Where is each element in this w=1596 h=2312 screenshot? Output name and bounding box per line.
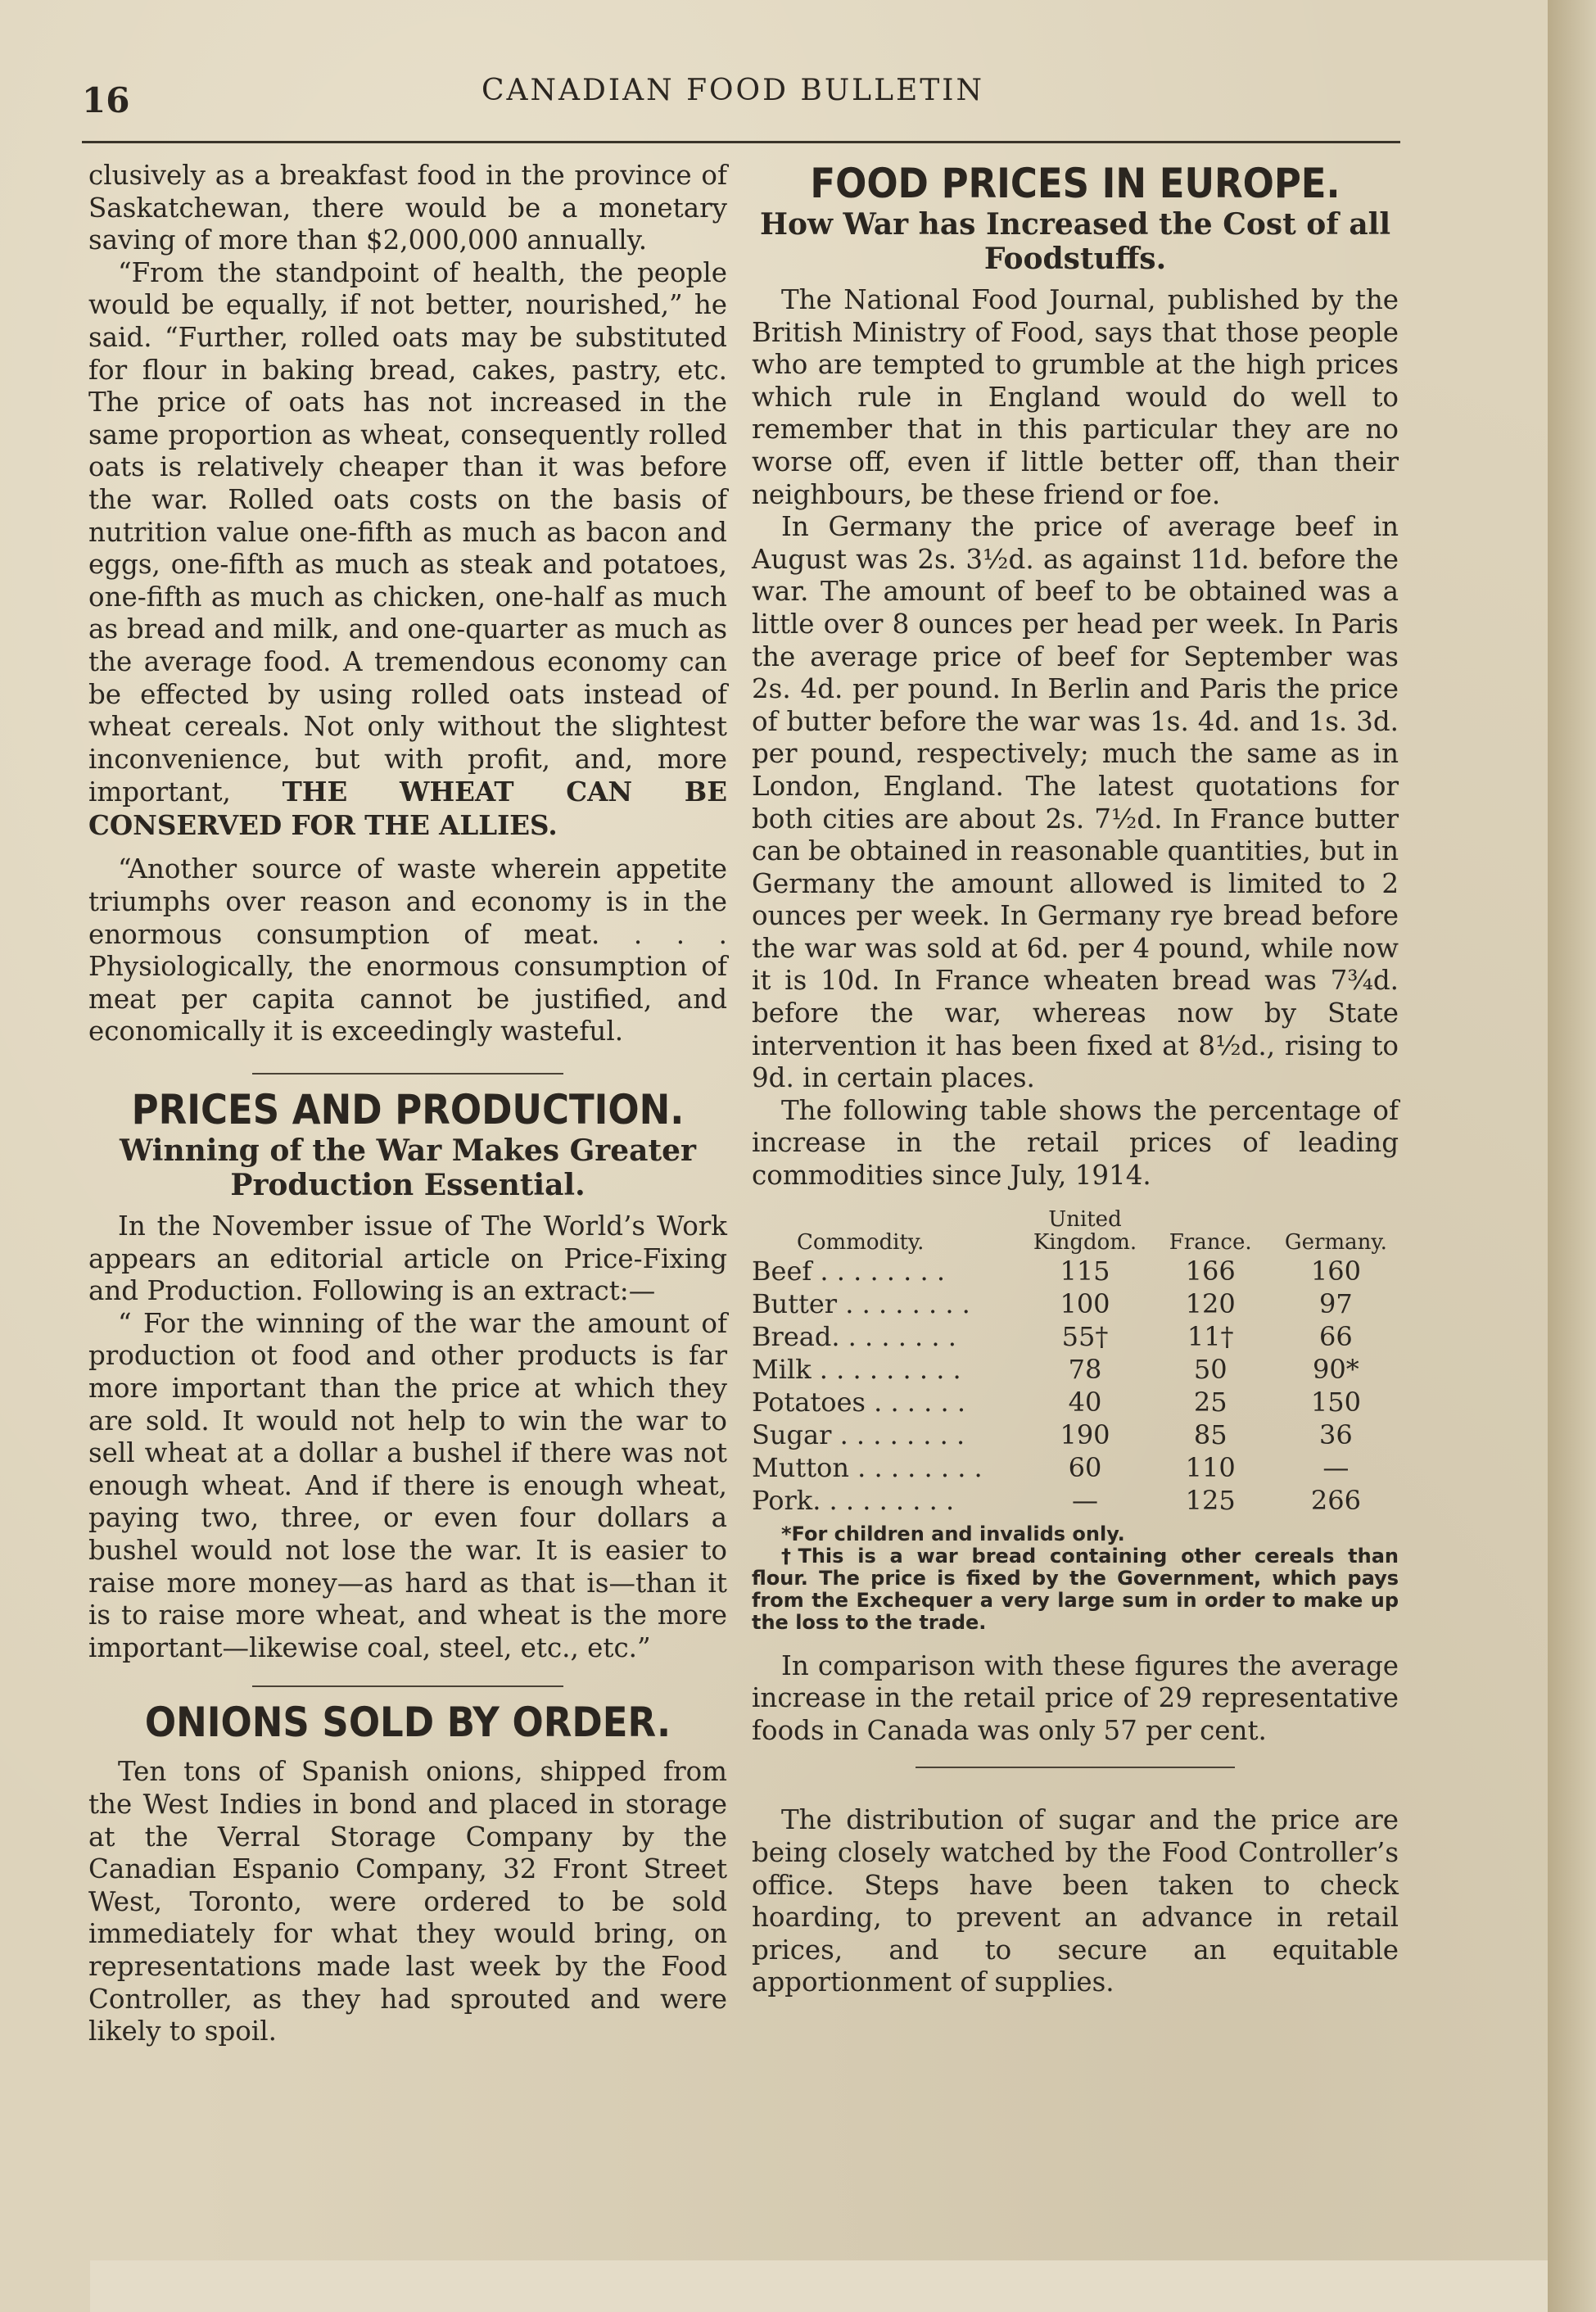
table-cell-germany: — (1322, 1451, 1350, 1483)
table-cell-uk: 55† (1061, 1320, 1109, 1352)
europe-paragraph-3: The following table shows the percentage of increase in the retail prices of leading commodities since July, 1914. (752, 1094, 1399, 1192)
table-cell-uk: 100 (1060, 1287, 1110, 1319)
table-row (752, 1287, 1399, 1320)
table-cell-commodity: Bread. . . . . . . . (752, 1320, 956, 1352)
page-bottom-margin (90, 2260, 1548, 2312)
table-cell-uk: 115 (1060, 1255, 1110, 1287)
prices-production-subhead: Winning of the War Makes Greater Production Essential. (119, 1133, 697, 1203)
europe-paragraph-1: The National Food Journal, published by the British Ministry of Food, says that those people who are tempted to grumble at the high prices which rule in England would do well to remember that in this particular they are no worse off, even if little better off, than their neighbours, be these friend or foe. (752, 284, 1399, 510)
europe-paragraph-2: In Germany the price of average beef in August was 2s. 3½d. as against 11d. before the war. The amount of beef to be obtained was a little over 8 ounces per head per week. In Paris the average price of beef for September was 2s. 4d. per pound. In Berlin and Paris the price of butter before the war was 1s. 4d. and 1s. 3d. per pound, respectively; much the same as in London, England. The latest quotations for both cities are about 2s. 7½d. In France butter can be obtained in reasonable quantities, but in Germany the amount allowed is limited to 2 ounces per week. In Germany rye bread before the war was sold at 6d. per 4 pound, while now it is 10d. In France wheaten bread was 7¾d. before the war, whereas now by State intervention it has been fixed at 8½d., rising to 9d. in certain places. (752, 511, 1399, 1094)
food-prices-subhead: How War has Increased the Cost of all Foodstuffs. (759, 207, 1391, 276)
table-cell-france: 125 (1185, 1484, 1236, 1516)
table-cell-commodity: Milk . . . . . . . . . (752, 1353, 961, 1385)
table-cell-germany: 150 (1310, 1386, 1361, 1418)
right-column (752, 160, 1399, 1999)
table-cell-commodity: Potatoes . . . . . . (752, 1386, 965, 1418)
table-cell-france: 85 (1193, 1418, 1228, 1450)
page-edge (1548, 0, 1596, 2312)
table-cell-commodity: Sugar . . . . . . . . (752, 1418, 965, 1450)
oats-emphasis: THE WHEAT CAN BE CONSERVED FOR THE ALLIES. (88, 776, 727, 841)
food-prices-headline: FOOD PRICES IN EUROPE. (810, 160, 1341, 207)
section-divider (252, 1685, 563, 1687)
section-divider (916, 1767, 1235, 1768)
table-cell-commodity: Butter . . . . . . . . (752, 1287, 970, 1319)
table-cell-germany: 160 (1310, 1255, 1361, 1287)
table-row (752, 1418, 1399, 1451)
table-cell-germany: 97 (1319, 1287, 1353, 1319)
europe-paragraph-4: In comparison with these figures the average increase in the retail price of 29 representative foods in Canada was only 57 per cent. (752, 1649, 1399, 1746)
table-cell-france: 25 (1193, 1386, 1228, 1418)
table-cell-france: 110 (1185, 1451, 1236, 1483)
table-cell-germany: 66 (1319, 1320, 1353, 1352)
section-divider (252, 1073, 563, 1075)
header-rule (82, 141, 1400, 143)
prices-paragraph-1: In the November issue of The World’s Work appears an editorial article on Price-Fixing and Production. Following is an extract:— (88, 1210, 727, 1307)
table-header-france: France. (1169, 1229, 1252, 1255)
price-increase-table (752, 1207, 1399, 1517)
table-cell-commodity: Mutton . . . . . . . . (752, 1451, 983, 1483)
oats-paragraph-3: “Another source of waste wherein appetite triumphs over reason and economy is in the enormous consumption of meat. . . . Physiologically, the enormous consumption of meat per capita cannot be justified, and economically it is exceedingly wasteful. (88, 853, 727, 1047)
table-row (752, 1451, 1399, 1484)
table-cell-uk: — (1072, 1484, 1098, 1516)
onions-headline: ONIONS SOLD BY ORDER. (144, 1699, 671, 1747)
table-row (752, 1320, 1399, 1353)
page-header (82, 66, 1400, 147)
table-cell-germany: 90* (1313, 1353, 1359, 1385)
table-row (752, 1386, 1399, 1418)
table-cell-uk: 190 (1060, 1418, 1110, 1450)
table-cell-france: 50 (1193, 1353, 1228, 1385)
table-cell-france: 11† (1187, 1320, 1234, 1352)
table-header-uk: United Kingdom. (1033, 1206, 1137, 1255)
prices-paragraph-2: “ For the winning of the war the amount of production ot food and other products is far more important than the price at which they are sold. It would not help to win the war to sell wheat at a dollar a bushel if there was not enough wheat. And if there is enough wheat, paying two, three, or even four dollars a bushel would not lose the war. It is easier to raise more money—as hard as that is—than it is to raise more wheat, and wheat is the more important—likewise coal, steel, etc., etc.” (88, 1307, 727, 1663)
table-header-row (752, 1207, 1399, 1255)
table-footnotes (752, 1523, 1399, 1634)
table-cell-commodity: Pork. . . . . . . . . (752, 1484, 955, 1516)
table-cell-commodity: Beef . . . . . . . . (752, 1255, 945, 1287)
table-row (752, 1255, 1399, 1287)
table-header-commodity: Commodity. (797, 1229, 925, 1255)
running-head: CANADIAN FOOD BULLETIN (482, 74, 984, 107)
table-cell-uk: 40 (1068, 1386, 1102, 1418)
table-cell-france: 120 (1185, 1287, 1236, 1319)
table-cell-uk: 78 (1068, 1353, 1102, 1385)
table-row (752, 1353, 1399, 1386)
table-cell-france: 166 (1185, 1255, 1236, 1287)
table-cell-germany: 266 (1310, 1484, 1361, 1516)
table-cell-uk: 60 (1068, 1451, 1102, 1483)
prices-production-headline: PRICES AND PRODUCTION. (131, 1086, 685, 1134)
table-cell-germany: 36 (1319, 1418, 1353, 1450)
left-column (88, 160, 727, 2048)
footnote-asterisk: *For children and invalids only. (781, 1522, 1125, 1545)
sugar-paragraph: The distribution of sugar and the price are being closely watched by the Food Controller’s office. Steps have been taken to check hoarding, to prevent an advance in retail prices, and to secure an equitable apportionment of supplies. (752, 1804, 1399, 1998)
table-row (752, 1484, 1399, 1517)
oats-paragraph-2 (88, 257, 727, 843)
table-header-germany: Germany. (1284, 1229, 1387, 1255)
page-number: 16 (82, 80, 130, 120)
footnote-dagger: †This is a war bread containing other cereals than flour. The price is fixed by the Government, which pays from the Exchequer a very large sum in order to make up the loss to the trade. (752, 1544, 1399, 1634)
onions-paragraph: Ten tons of Spanish onions, shipped from the West Indies in bond and placed in storage at the Verral Storage Company by the Canadian Espanio Company, 32 Front Street West, Toronto, were ordered to be sold immediately for what they would bring, on representations made last week by the Food Controller, as they had sprouted and were likely to spoil. (88, 1756, 727, 2047)
oats-paragraph-2-text: “From the standpoint of health, the people would be equally, if not better, nourished,” he said. “Further, rolled oats may be substituted for flour in baking bread, cakes, pastry, etc. The price of oats has not increased in the same proportion as wheat, consequently rolled oats is relatively cheaper than it was before the war. Rolled oats costs on the basis of nutrition value one-fifth as much as bacon and eggs, one-fifth as much as steak and potatoes, one-fifth as much as chicken, one-half as much as bread and milk, and one-quarter as much as the average food. A tremendous economy can be effected by using rolled oats instead of wheat cereals. Not only without the slightest inconvenience, but with profit, and, more important, (88, 256, 727, 808)
oats-paragraph-1: clusively as a breakfast food in the province of Saskatchewan, there would be a monetary saving of more than $2,000,000 annually. (88, 160, 727, 256)
